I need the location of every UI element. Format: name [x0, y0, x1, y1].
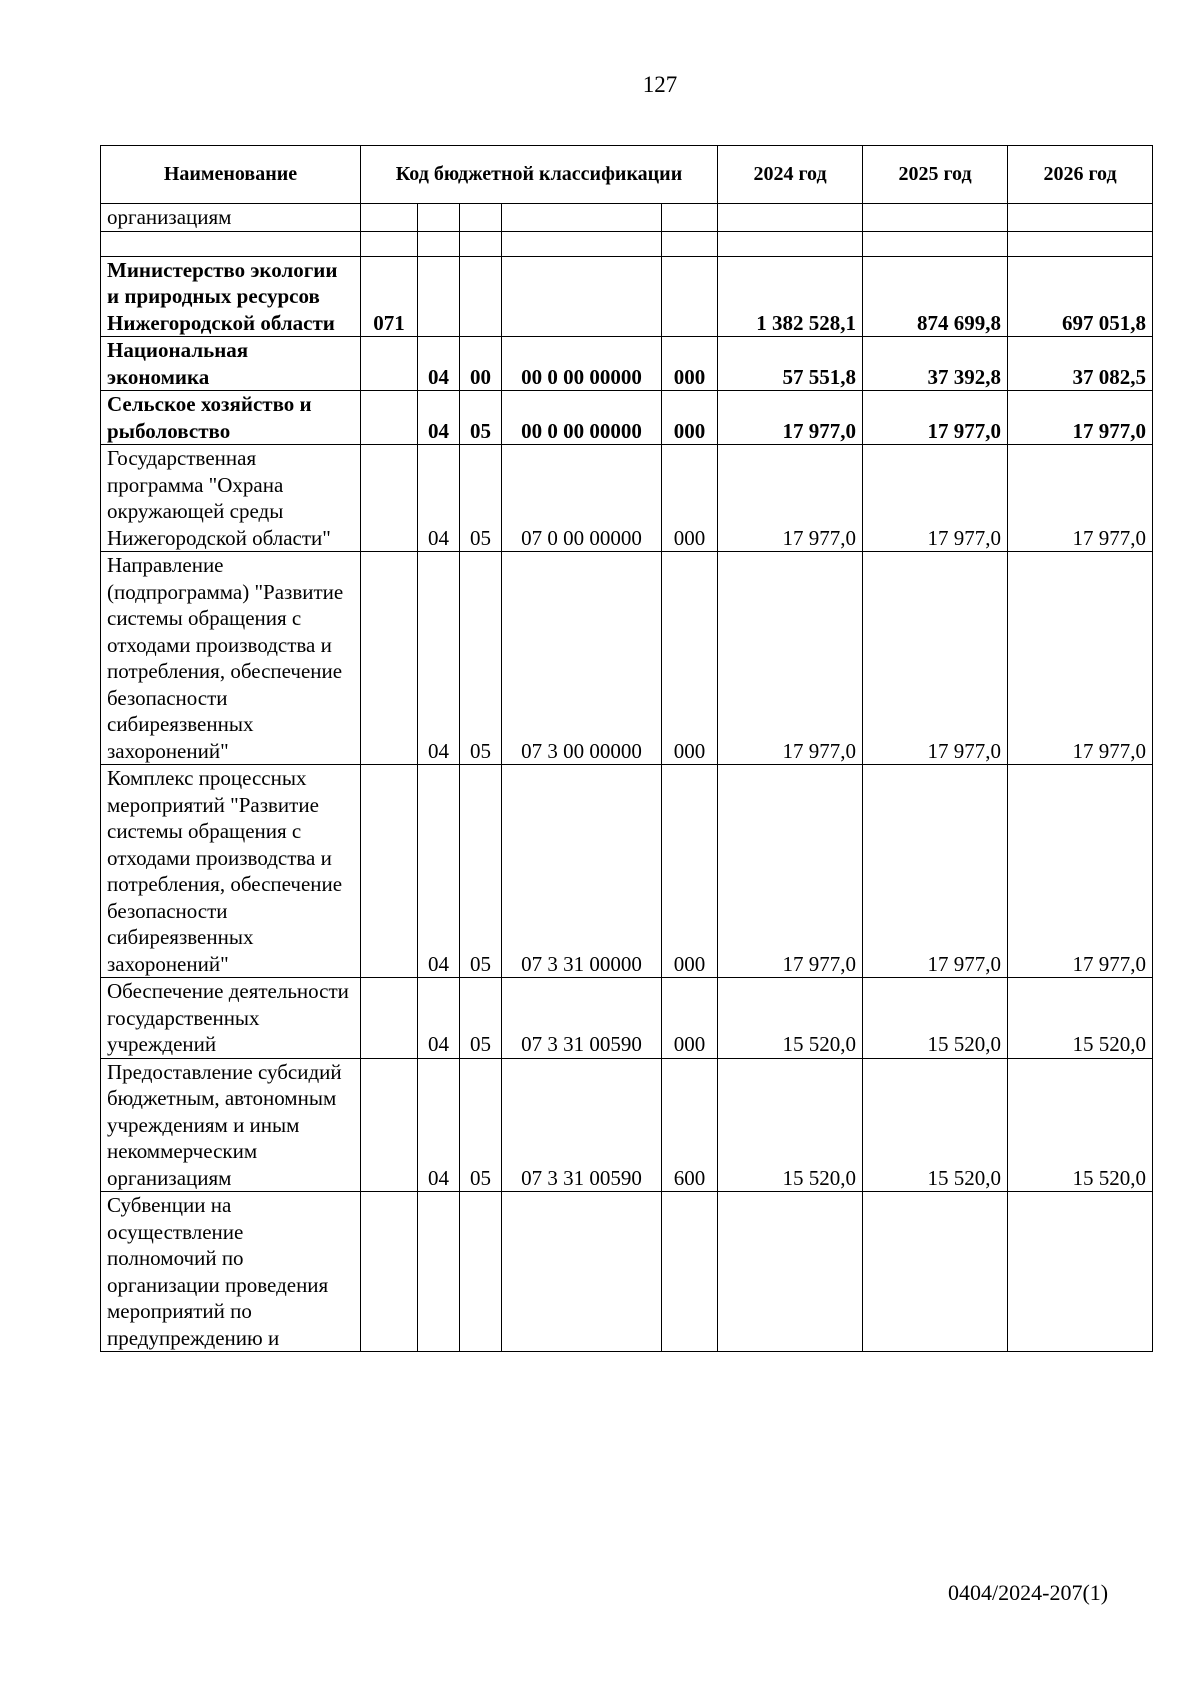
row-2024: 17 977,0: [718, 552, 863, 765]
header-2024: 2024 год: [718, 146, 863, 204]
row-2025: 874 699,8: [863, 256, 1008, 337]
row-2026: [1008, 1192, 1153, 1352]
row-name: Предоставление субсидий бюджетным, автономным учреждениям и иным некоммерческим организациям: [101, 1058, 361, 1192]
row-name: Направление (подпрограмма) "Развитие системы обращения с отходами производства и потребления, обеспечение безопасности сибиреязвенных захоронений": [101, 552, 361, 765]
row-pr: [460, 204, 502, 232]
table-row: [101, 1192, 1153, 1352]
table-row: [101, 337, 1153, 391]
table-row: [101, 204, 1153, 232]
row-2024: 1 382 528,1: [718, 256, 863, 337]
row-2024: [718, 231, 863, 256]
row-csr: 00 0 00 00000: [502, 391, 662, 445]
row-vr: [662, 231, 718, 256]
table-header-row: [101, 146, 1153, 204]
row-rz: 04: [418, 445, 460, 552]
row-ved: 071: [361, 256, 418, 337]
row-csr: 00 0 00 00000: [502, 337, 662, 391]
table-row: [101, 552, 1153, 765]
row-name: Национальная экономика: [101, 337, 361, 391]
budget-table: [100, 145, 1153, 1352]
row-pr: 00: [460, 337, 502, 391]
row-ved: [361, 1192, 418, 1352]
header-2025: 2025 год: [863, 146, 1008, 204]
row-2026: 17 977,0: [1008, 765, 1153, 978]
row-2024: [718, 1192, 863, 1352]
row-rz: 04: [418, 552, 460, 765]
row-vr: 000: [662, 337, 718, 391]
header-code: Код бюджетной классификации: [361, 146, 718, 204]
row-vr: [662, 204, 718, 232]
row-rz: 04: [418, 337, 460, 391]
row-2026: 17 977,0: [1008, 552, 1153, 765]
row-csr: 07 3 31 00590: [502, 1058, 662, 1192]
row-pr: 05: [460, 978, 502, 1059]
table-row: [101, 765, 1153, 978]
row-csr: 07 0 00 00000: [502, 445, 662, 552]
row-2024: 17 977,0: [718, 765, 863, 978]
row-ved: [361, 337, 418, 391]
row-2025: [863, 1192, 1008, 1352]
row-pr: 05: [460, 765, 502, 978]
row-2024: 17 977,0: [718, 445, 863, 552]
row-vr: 000: [662, 391, 718, 445]
row-pr: 05: [460, 552, 502, 765]
page-number: 127: [642, 72, 678, 97]
row-vr: [662, 256, 718, 337]
row-name: Субвенции на осуществление полномочий по организации проведения мероприятий по предупреждению и: [101, 1192, 361, 1352]
row-name: [101, 231, 361, 256]
row-vr: 000: [662, 765, 718, 978]
row-ved: [361, 978, 418, 1059]
row-2026: 15 520,0: [1008, 978, 1153, 1059]
row-pr: [460, 231, 502, 256]
table-row: [101, 231, 1153, 256]
table-row: [101, 1058, 1153, 1192]
row-csr: [502, 256, 662, 337]
row-vr: [662, 1192, 718, 1352]
row-2026: 17 977,0: [1008, 445, 1153, 552]
row-2024: 17 977,0: [718, 391, 863, 445]
row-ved: [361, 445, 418, 552]
row-ved: [361, 231, 418, 256]
row-2025: 17 977,0: [863, 552, 1008, 765]
row-pr: 05: [460, 1058, 502, 1192]
row-2024: [718, 204, 863, 232]
row-name: Сельское хозяйство и рыболовство: [101, 391, 361, 445]
row-rz: 04: [418, 391, 460, 445]
row-2026: [1008, 204, 1153, 232]
table-row: [101, 978, 1153, 1059]
row-vr: 000: [662, 445, 718, 552]
row-2025: 37 392,8: [863, 337, 1008, 391]
table-row: [101, 256, 1153, 337]
row-rz: [418, 1192, 460, 1352]
row-2025: [863, 204, 1008, 232]
row-2024: 15 520,0: [718, 1058, 863, 1192]
row-ved: [361, 765, 418, 978]
row-2025: 15 520,0: [863, 978, 1008, 1059]
row-2025: 15 520,0: [863, 1058, 1008, 1192]
row-vr: 600: [662, 1058, 718, 1192]
row-name: Государственная программа "Охрана окружающей среды Нижегородской области": [101, 445, 361, 552]
row-rz: [418, 204, 460, 232]
row-rz: 04: [418, 1058, 460, 1192]
header-name: Наименование: [101, 146, 361, 204]
row-pr: 05: [460, 391, 502, 445]
table-row: [101, 445, 1153, 552]
row-csr: 07 3 31 00000: [502, 765, 662, 978]
row-2025: 17 977,0: [863, 445, 1008, 552]
row-pr: [460, 256, 502, 337]
header-2026: 2026 год: [1008, 146, 1153, 204]
row-csr: 07 3 31 00590: [502, 978, 662, 1059]
row-2025: 17 977,0: [863, 765, 1008, 978]
row-2024: 57 551,8: [718, 337, 863, 391]
row-vr: 000: [662, 552, 718, 765]
row-2025: 17 977,0: [863, 391, 1008, 445]
row-2026: 37 082,5: [1008, 337, 1153, 391]
row-2025: [863, 231, 1008, 256]
row-2024: 15 520,0: [718, 978, 863, 1059]
row-name: Министерство экологии и природных ресурсов Нижегородской области: [101, 256, 361, 337]
row-rz: 04: [418, 978, 460, 1059]
row-ved: [361, 391, 418, 445]
table-row: [101, 391, 1153, 445]
row-rz: [418, 231, 460, 256]
row-pr: 05: [460, 445, 502, 552]
row-2026: 697 051,8: [1008, 256, 1153, 337]
row-rz: 04: [418, 765, 460, 978]
row-ved: [361, 1058, 418, 1192]
row-ved: [361, 552, 418, 765]
row-name: Обеспечение деятельности государственных учреждений: [101, 978, 361, 1059]
row-2026: [1008, 231, 1153, 256]
row-pr: [460, 1192, 502, 1352]
row-csr: 07 3 00 00000: [502, 552, 662, 765]
row-csr: [502, 1192, 662, 1352]
row-vr: 000: [662, 978, 718, 1059]
row-name: организациям: [101, 204, 361, 232]
document-id: 0404/2024-207(1): [948, 1580, 1109, 1605]
row-ved: [361, 204, 418, 232]
row-rz: [418, 256, 460, 337]
row-name: Комплекс процессных мероприятий "Развитие системы обращения с отходами производства и потребления, обеспечение безопасности сибиреязвенных захоронений": [101, 765, 361, 978]
row-2026: 17 977,0: [1008, 391, 1153, 445]
row-csr: [502, 231, 662, 256]
row-2026: 15 520,0: [1008, 1058, 1153, 1192]
row-csr: [502, 204, 662, 232]
